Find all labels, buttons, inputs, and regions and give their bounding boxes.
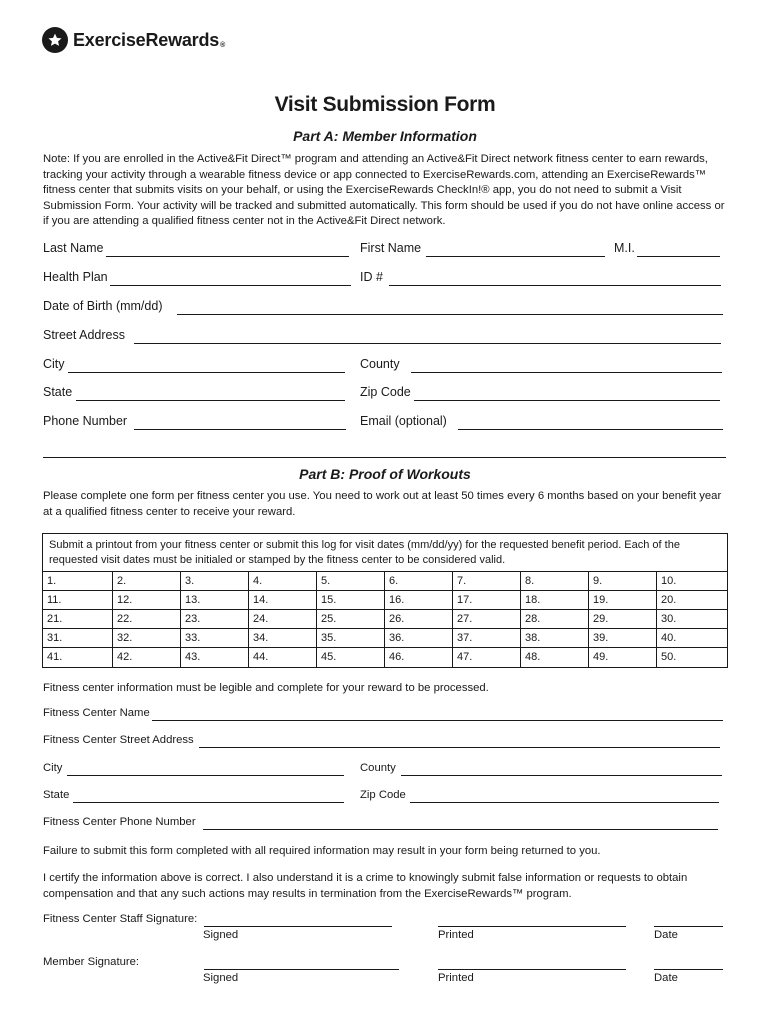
log-entry-cell[interactable]: 29. (589, 610, 657, 629)
part-a-heading: Part A: Member Information (293, 128, 477, 144)
center-zip-label: Zip Code (360, 789, 406, 801)
log-entry-cell[interactable]: 44. (249, 648, 317, 667)
street-label: Street Address (43, 328, 125, 342)
member-printed-caption: Printed (438, 972, 474, 984)
staff-printed-caption: Printed (438, 929, 474, 941)
log-entry-cell[interactable]: 10. (657, 572, 727, 591)
first-name-label: First Name (360, 241, 422, 255)
log-entry-cell[interactable]: 34. (249, 629, 317, 648)
first-name-field[interactable] (426, 256, 605, 257)
street-field[interactable] (134, 343, 721, 344)
log-entry-cell[interactable]: 31. (43, 629, 113, 648)
health-plan-label: Health Plan (43, 270, 108, 284)
last-name-field[interactable] (106, 256, 349, 257)
legible-note: Fitness center information must be legible and complete for your reward to be processed. (43, 682, 489, 694)
zip-field[interactable] (414, 400, 720, 401)
log-entry-cell[interactable]: 46. (385, 648, 453, 667)
staff-signed-field[interactable] (204, 926, 392, 927)
star-icon (42, 27, 68, 53)
log-entry-cell[interactable]: 48. (521, 648, 589, 667)
log-entry-cell[interactable]: 20. (657, 591, 727, 610)
center-phone-field[interactable] (203, 829, 718, 830)
log-entry-cell[interactable]: 45. (317, 648, 385, 667)
member-date-caption: Date (654, 972, 678, 984)
part-b-heading: Part B: Proof of Workouts (299, 466, 471, 482)
state-label: State (43, 385, 73, 399)
log-entry-cell[interactable]: 40. (657, 629, 727, 648)
log-entry-cell[interactable]: 35. (317, 629, 385, 648)
staff-signed-caption: Signed (203, 929, 239, 941)
center-name-field[interactable] (152, 720, 723, 721)
id-field[interactable] (389, 285, 721, 286)
county-label: County (360, 357, 400, 371)
mi-field[interactable] (637, 256, 720, 257)
county-field[interactable] (411, 372, 722, 373)
log-entry-cell[interactable]: 24. (249, 610, 317, 629)
log-entry-cell[interactable]: 11. (43, 591, 113, 610)
log-entry-cell[interactable]: 28. (521, 610, 589, 629)
phone-label: Phone Number (43, 414, 128, 428)
log-grid (43, 572, 727, 667)
log-entry-cell[interactable]: 19. (589, 591, 657, 610)
log-entry-cell[interactable]: 5. (317, 572, 385, 591)
log-entry-cell[interactable]: 32. (113, 629, 181, 648)
log-entry-cell[interactable]: 3. (181, 572, 249, 591)
health-plan-field[interactable] (110, 285, 351, 286)
log-entry-cell[interactable]: 25. (317, 610, 385, 629)
log-entry-cell[interactable]: 8. (521, 572, 589, 591)
member-date-field[interactable] (654, 969, 723, 970)
log-instructions: Submit a printout from your fitness center or submit this log for visit dates (mm/dd/yy) for the requested benefit period. Each of the requested visit dates must be initialed or stamped by the fitness center to be considered valid. (43, 534, 727, 572)
log-entry-cell[interactable]: 30. (657, 610, 727, 629)
staff-date-caption: Date (654, 929, 678, 941)
log-entry-cell[interactable]: 13. (181, 591, 249, 610)
failure-note: Failure to submit this form completed with all required information may result in your form being returned to you. (43, 845, 601, 857)
center-street-label: Fitness Center Street Address (43, 734, 194, 746)
log-entry-cell[interactable]: 7. (453, 572, 521, 591)
certify-statement: I certify the information above is correct. I also understand it is a crime to knowingly submit false information or requests to obtain compensation and that any such actions may results in termination from the ExerciseRewards™ program. (43, 872, 688, 900)
mi-label: M.I. (614, 241, 635, 255)
section-divider (43, 457, 726, 458)
log-entry-cell[interactable]: 2. (113, 572, 181, 591)
phone-field[interactable] (134, 429, 346, 430)
center-county-label: County (360, 762, 396, 774)
log-entry-cell[interactable]: 42. (113, 648, 181, 667)
zip-label: Zip Code (360, 385, 411, 399)
center-state-label: State (43, 789, 70, 801)
center-city-label: City (43, 762, 63, 774)
last-name-label: Last Name (43, 241, 104, 255)
log-entry-cell[interactable]: 49. (589, 648, 657, 667)
log-entry-cell[interactable]: 41. (43, 648, 113, 667)
brand-logo (42, 25, 225, 55)
part-a-note: Note: If you are enrolled in the Active&Fit Direct™ program and attending an Active&Fit Direct network fitness center to earn rewards, tracking your activity through a wearable fitness device or app connected to ExerciseRewards.com, attending an ExerciseRewards™ fitness center that submits visits on your behalf, or using the ExerciseRewards CheckIn!® app, you do not need to submit a Visit Submission Form. Your activity will be tracked and submitted automatically. This form should be used if you do not have online access or if you are attending a qualified fitness center not in the Active&Fit Direct network. (43, 153, 725, 228)
log-entry-cell[interactable]: 1. (43, 572, 113, 591)
form-title: Visit Submission Form (274, 93, 496, 116)
state-field[interactable] (76, 400, 345, 401)
dob-label: Date of Birth (mm/dd) (43, 299, 163, 313)
log-entry-cell[interactable]: 9. (589, 572, 657, 591)
staff-date-field[interactable] (654, 926, 723, 927)
log-entry-cell[interactable]: 50. (661, 650, 677, 663)
center-state-field[interactable] (73, 802, 344, 803)
center-county-field[interactable] (401, 775, 722, 776)
center-zip-field[interactable] (410, 802, 719, 803)
center-name-label: Fitness Center Name (43, 707, 150, 719)
log-entry-cell[interactable]: 27. (453, 610, 521, 629)
brand-name: ExerciseRewards® (73, 29, 226, 50)
city-field[interactable] (68, 372, 345, 373)
log-entry-cell[interactable]: 38. (521, 629, 589, 648)
workout-log-table (42, 533, 728, 668)
log-entry-cell[interactable]: 47. (453, 648, 521, 667)
center-street-field[interactable] (199, 747, 720, 748)
log-entry-cell[interactable]: 6. (385, 572, 453, 591)
part-b-intro: Please complete one form per fitness center you use. You need to work out at least 50 times every 6 months based on your benefit year at a qualified fitness center to receive your reward. (43, 490, 722, 518)
log-entry-cell[interactable]: 16. (385, 591, 453, 610)
member-signature-label: Member Signature: (43, 956, 140, 968)
email-label: Email (optional) (360, 414, 447, 428)
log-entry-cell[interactable]: 33. (181, 629, 249, 648)
staff-printed-field[interactable] (438, 926, 626, 927)
log-entry-cell[interactable]: 18. (521, 591, 589, 610)
member-printed-field[interactable] (438, 969, 626, 970)
staff-signature-label: Fitness Center Staff Signature: (43, 913, 198, 925)
city-label: City (43, 357, 65, 371)
log-entry-cell[interactable]: 43. (181, 648, 249, 667)
log-entry-cell[interactable]: 37. (453, 629, 521, 648)
log-entry-cell[interactable]: 39. (589, 629, 657, 648)
log-entry-cell[interactable]: 12. (113, 591, 181, 610)
log-entry-cell[interactable]: 23. (181, 610, 249, 629)
email-field[interactable] (458, 429, 723, 430)
log-entry-cell[interactable]: 26. (385, 610, 453, 629)
dob-field[interactable] (177, 314, 723, 315)
log-entry-cell[interactable]: 15. (317, 591, 385, 610)
center-phone-label: Fitness Center Phone Number (43, 816, 196, 828)
member-signed-field[interactable] (204, 969, 399, 970)
member-signed-caption: Signed (203, 972, 239, 984)
center-city-field[interactable] (67, 775, 344, 776)
log-entry-cell[interactable]: 21. (43, 610, 113, 629)
log-entry-cell[interactable]: 22. (113, 610, 181, 629)
log-entry-cell[interactable]: 17. (453, 591, 521, 610)
log-entry-cell[interactable]: 36. (385, 629, 453, 648)
log-entry-cell[interactable]: 14. (249, 591, 317, 610)
log-entry-cell[interactable]: 4. (249, 572, 317, 591)
id-label: ID # (360, 270, 383, 284)
